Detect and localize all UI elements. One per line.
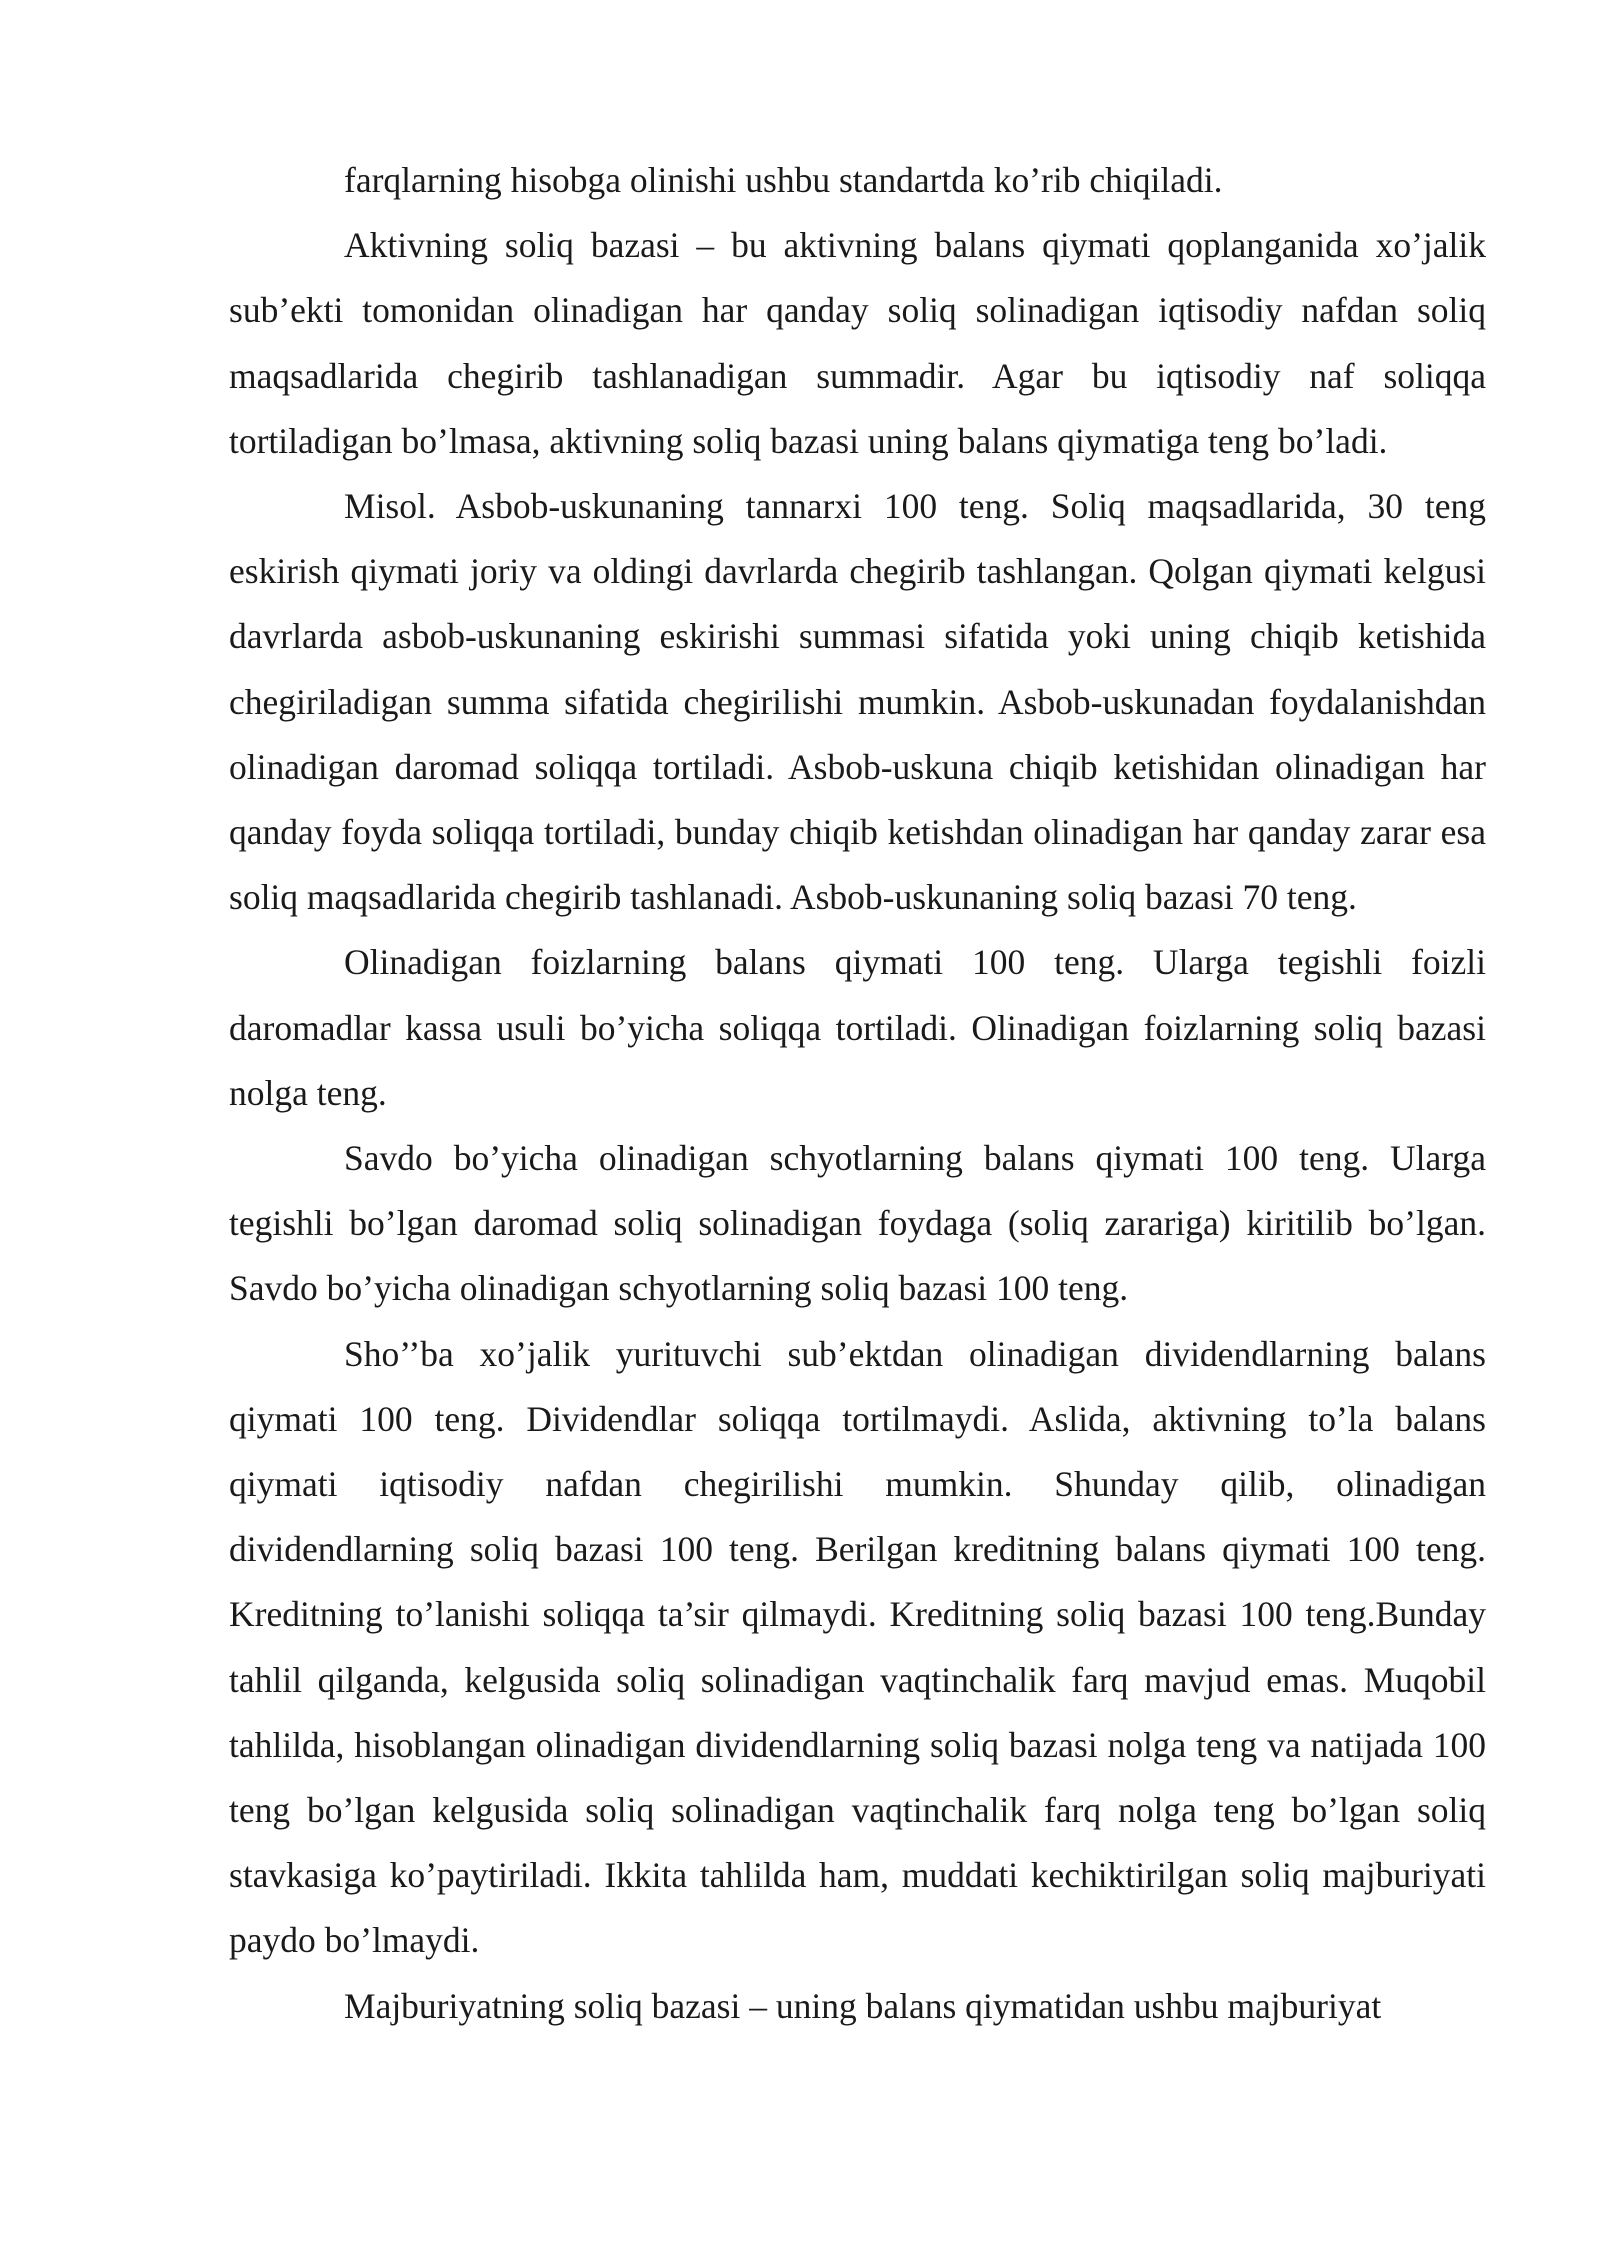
paragraph-dividends-and-loan: Sho’’ba xo’jalik yurituvchi sub’ektdan olinadigan dividendlarning balans qiymati 100 teng. Dividendlar soliqqa tortilmaydi. Aslida, aktivning to’la balans qiymati iqtisodiy nafdan chegirilishi mumkin. Shunday qilib, olinadigan dividendlarning soliq bazasi 100 teng. Berilgan kreditning balans qiymati 100 teng. Kreditning to’lanishi soliqqa ta’sir qilmaydi. Kreditning soliq bazasi 100 teng.Bunday tahlil qilganda, kelgusida soliq solinadigan vaqtinchalik farq mavjud emas. Muqobil tahlilda, hisoblangan olinadigan dividendlarning soliq bazasi nolga teng va natijada 100 teng bo’lgan kelgusida soliq solinadigan vaqtinchalik farq nolga teng bo’lgan soliq stavkasiga ko’paytiriladi. Ikkita tahlilda ham, muddati kechiktirilgan soliq majburiyati paydo bo’lmaydi. xyxy=(229,1333,1486,1961)
paragraph-interest-receivable: Olinadigan foizlarning balans qiymati 100 teng. Ularga tegishli foizli daromadlar kassa usuli bo’yicha soliqqa tortiladi. Olinadigan foizlarning soliq bazasi nolga teng. xyxy=(229,942,1486,1113)
paragraph-liability-tax-base: Majburiyatning soliq bazasi – uning balans qiymatidan ushbu majburiyat xyxy=(344,1985,1382,2026)
paragraph-equipment-example: Misol. Asbob-uskunaning tannarxi 100 teng. Soliq maqsadlarida, 30 teng eskirish qiymati joriy va oldingi davrlarda chegirib tashlangan. Qolgan qiymati kelgusi davrlarda asbob-uskunaning eskirishi summasi sifatida yoki uning chiqib ketishida chegiriladigan summa sifatida chegirilishi mumkin. Asbob-uskunadan foydalanishdan olinadigan daromad soliqqa tortiladi. Asbob-uskuna chiqib ketishidan olinadigan har qanday foyda soliqqa tortiladi, bunday chiqib ketishdan olinadigan har qanday zarar esa soliq maqsadlarida chegirib tashlanadi. Asbob-uskunaning soliq bazasi 70 teng. xyxy=(229,486,1486,918)
document-body xyxy=(229,148,1486,2039)
paragraph-trade-receivables: Savdo bo’yicha olinadigan schyotlarning balans qiymati 100 teng. Ularga tegishli bo’lgan daromad soliq solinadigan foydaga (soliq zarariga) kiritilib bo’lgan. Savdo bo’yicha olinadigan schyotlarning soliq bazasi 100 teng. xyxy=(229,1138,1486,1309)
paragraph-asset-tax-base-definition: Aktivning soliq bazasi – bu aktivning balans qiymati qoplanganida xo’jalik sub’ekti tomonidan olinadigan har qanday soliq solinadigan iqtisodiy nafdan soliq maqsadlarida chegirib tashlanadigan summadir. Agar bu iqtisodiy naf soliqqa tortiladigan bo’lmasa, aktivning soliq bazasi uning balans qiymatiga teng bo’ladi. xyxy=(229,225,1486,461)
paragraph-continuation: farqlarning hisobga olinishi ushbu standartda ko’rib chiqiladi. xyxy=(344,160,1223,200)
